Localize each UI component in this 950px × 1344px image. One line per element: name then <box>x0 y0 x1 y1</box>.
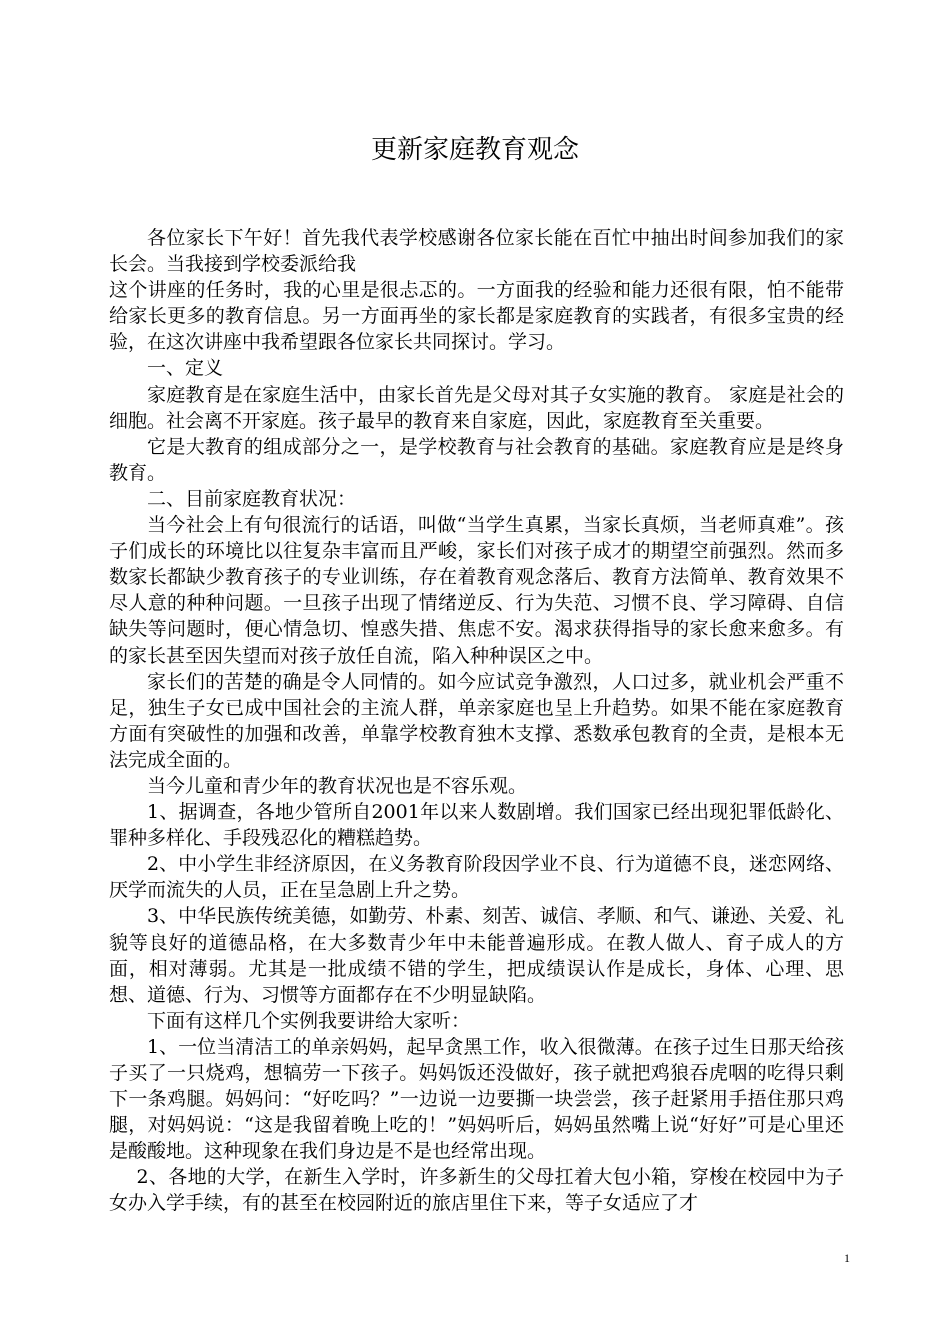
example-university: 2、各地的大学，在新生入学时，许多新生的父母扛着大包小箱，穿梭在校园中为子女办入学手续，有的甚至在校园附近的旅店里住下来，等子女适应了才 <box>109 1166 844 1215</box>
paragraph-examples-intro: 下面有这样几个实例我要讲给大家听： <box>147 1009 471 1032</box>
list-item-virtues: 3、中华民族传统美德，如勤劳、朴素、刻苦、诚信、孝顺、和气、谦逊、关爱、礼貌等良好的道德品格，在大多数青少年中未能普遍形成。在教人做人、育子成人的方面，相对薄弱。尤其是一批成绩不错的学生，把成绩误认作是成长，身体、心理、思想、道德、行为、习惯等方面都存在不少明显缺陷。 <box>109 905 844 1006</box>
paragraph-foundation: 它是大教育的组成部分之一，是学校教育与社会教育的基础。家庭教育应是是终身教育。 <box>109 435 844 484</box>
page-number: 1 <box>844 1251 850 1265</box>
document-body <box>109 225 844 1217</box>
heading-definition: 一、定义 <box>147 357 224 380</box>
example-single-mother: 1、一位当清洁工的单亲妈妈，起早贪黑工作，收入很微薄。在孩子过生日那天给孩子买了一只烧鸡，想犒劳一下孩子。妈妈饭还没做好，孩子就把鸡狼吞虎咽的吃得只剩下一条鸡腿。妈妈问：“好吃吗？”一边说一边要撕一块尝尝，孩子赶紧用手捂住那只鸡腿，对妈妈说：“这是我留着晚上吃的！”妈妈听后，妈妈虽然嘴上说“好好”可是心里还是酸酸地。这种现象在我们身边是不是也经常出现。 <box>109 1035 844 1163</box>
paragraph-definition: 家庭教育是在家庭生活中，由家长首先是父母对其子女实施的教育。 家庭是社会的细胞。社会离不开家庭。孩子最早的教育来自家庭，因此，家庭教育至关重要。 <box>109 383 844 432</box>
paragraph-parents-hardship: 家长们的苦楚的确是令人同情的。如今应试竞争激烈，人口过多，就业机会严重不足，独生子女已成中国社会的主流人群，单亲家庭也呈上升趋势。如果不能在家庭教育方面有突破性的加强和改善，单靠学校教育独木支撑、悉数承包教育的全责，是根本无法完成全面的。 <box>109 670 844 771</box>
paragraph-youth-status: 当今儿童和青少年的教育状况也是不容乐观。 <box>147 774 528 797</box>
paragraph-popular-saying: 当今社会上有句很流行的话语，叫做“当学生真累，当家长真烦，当老师真难”。孩子们成长的环境比以往复杂丰富而且严峻，家长们对孩子成才的期望空前强烈。然而多数家长都缺少教育孩子的专业训练，存在着教育观念落后、教育方法简单、教育效果不尽人意的种种问题。一旦孩子出现了情绪逆反、行为失范、习惯不良、学习障碍、自信缺失等问题时，便心情急切、惶惑失措、焦虑不安。渴求获得指导的家长愈来愈多。有的家长甚至因失望而对孩子放任自流，陷入种种误区之中。 <box>109 514 844 667</box>
list-item-dropout: 2、中小学生非经济原因，在义务教育阶段因学业不良、行为道德不良，迷恋网络、厌学而流失的人员，正在呈急剧上升之势。 <box>109 853 844 902</box>
list-item-survey: 1、据调查，各地少管所自2001年以来人数剧增。我们国家已经出现犯罪低龄化、罪种多样化、手段残忍化的糟糕趋势。 <box>109 801 844 850</box>
paragraph-task: 这个讲座的任务时，我的心里是很忐忑的。一方面我的经验和能力还很有限，怕不能带给家长更多的教育信息。另一方面再坐的家长都是家庭教育的实践者，有很多宝贵的经验，在这次讲座中我希望跟各位家长共同探讨。学习。 <box>109 279 844 354</box>
paragraph-greeting: 各位家长下午好！首先我代表学校感谢各位家长能在百忙中抽出时间参加我们的家长会。当我接到学校委派给我 <box>109 227 844 276</box>
page-title: 更新家庭教育观念 <box>370 135 579 165</box>
heading-current-status: 二、目前家庭教育状况： <box>147 487 357 510</box>
